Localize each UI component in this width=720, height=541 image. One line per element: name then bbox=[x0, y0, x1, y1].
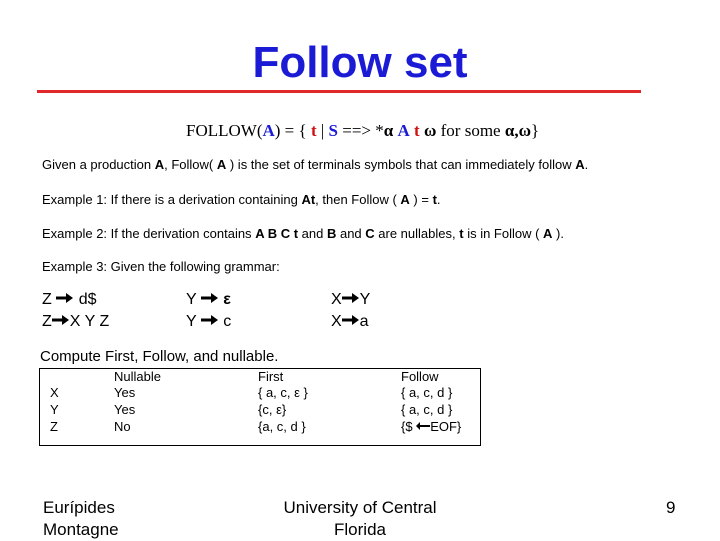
text: and bbox=[336, 226, 366, 241]
text: and bbox=[298, 226, 327, 241]
follow-formula bbox=[186, 121, 539, 141]
production-lhs: X bbox=[331, 291, 342, 308]
table-row-symbol: Z bbox=[50, 419, 58, 434]
table-cell-first: {c, ε} bbox=[258, 402, 287, 417]
example-1-line bbox=[42, 192, 441, 207]
text: ). bbox=[552, 226, 564, 241]
text: A bbox=[154, 157, 165, 172]
text: , Follow( bbox=[164, 157, 217, 172]
table-cell-follow: { a, c, d } bbox=[401, 385, 453, 400]
production-rhs: c bbox=[223, 313, 232, 330]
arrow-left-icon bbox=[416, 421, 430, 431]
text: ) is the set of terminals symbols that can immediately follow bbox=[226, 157, 576, 172]
table-cell-first: { a, c, ε } bbox=[258, 385, 308, 400]
text: is in Follow ( bbox=[463, 226, 544, 241]
table-row-symbol: X bbox=[50, 385, 59, 400]
arrow-right-icon bbox=[201, 314, 219, 326]
formula-part: } bbox=[531, 121, 540, 140]
production bbox=[186, 313, 231, 331]
production-lhs: Y bbox=[186, 313, 197, 330]
footer-university bbox=[260, 497, 460, 541]
footer-author bbox=[43, 497, 119, 541]
university-line: Florida bbox=[334, 520, 386, 539]
production bbox=[42, 313, 109, 331]
formula-alpha: α bbox=[383, 121, 394, 140]
production-lhs: Z bbox=[42, 291, 52, 308]
follow-text: {$ bbox=[401, 419, 417, 434]
text: A bbox=[543, 226, 553, 241]
production bbox=[42, 291, 96, 309]
header-follow: Follow bbox=[401, 369, 439, 384]
table-cell-nullable: Yes bbox=[114, 385, 136, 400]
text: Example 2: If the derivation contains bbox=[42, 226, 256, 241]
formula-nonterminal: A bbox=[262, 121, 275, 140]
text: are nullables, bbox=[374, 226, 460, 241]
text: ) = bbox=[409, 192, 433, 207]
text: A bbox=[400, 192, 410, 207]
text: . bbox=[436, 192, 441, 207]
table-row-symbol: Y bbox=[50, 402, 59, 417]
text: , then Follow ( bbox=[315, 192, 401, 207]
header-nullable: Nullable bbox=[114, 369, 161, 384]
text: . bbox=[584, 157, 589, 172]
production-rhs: X Y Z bbox=[69, 313, 110, 330]
header-first: First bbox=[258, 369, 284, 384]
formula-terminal: t bbox=[310, 121, 317, 140]
production-lhs: Z bbox=[42, 313, 52, 330]
formula-part: ) = { bbox=[274, 121, 311, 140]
text: At bbox=[301, 192, 316, 207]
slide-title: Follow set bbox=[252, 38, 468, 87]
arrow-right-icon bbox=[52, 314, 70, 326]
formula-part: ==> * bbox=[337, 121, 384, 140]
text: C bbox=[365, 226, 375, 241]
production-rhs: ε bbox=[223, 291, 231, 308]
text: Given a production bbox=[42, 157, 155, 172]
production bbox=[331, 313, 369, 331]
arrow-right-icon bbox=[201, 292, 219, 304]
arrow-right-icon bbox=[56, 292, 74, 304]
compute-label: Compute First, Follow, and nullable. bbox=[40, 348, 279, 365]
formula-nonterminal: A bbox=[397, 121, 410, 140]
production-rhs: a bbox=[359, 313, 369, 330]
production bbox=[186, 291, 231, 309]
text: B bbox=[326, 226, 337, 241]
arrow-right-icon bbox=[342, 292, 360, 304]
author-line: Montagne bbox=[43, 520, 119, 539]
formula-part: for some bbox=[436, 121, 505, 140]
table-cell-follow: { a, c, d } bbox=[401, 402, 453, 417]
university-line: University of Central bbox=[283, 498, 437, 517]
author-line: Eurípides bbox=[43, 498, 115, 517]
follow-text: EOF} bbox=[430, 419, 462, 434]
formula-start-symbol: S bbox=[328, 121, 338, 140]
arrow-right-icon bbox=[342, 314, 360, 326]
formula-terminal: t bbox=[414, 121, 420, 140]
example-3-line: Example 3: Given the following grammar: bbox=[42, 259, 280, 274]
formula-part: FOLLOW( bbox=[186, 121, 263, 140]
formula-comma: , bbox=[514, 121, 519, 140]
formula-omega: ω bbox=[518, 121, 532, 140]
formula-part: | bbox=[316, 121, 329, 140]
table-cell-follow bbox=[401, 419, 461, 435]
text: Example 1: If there is a derivation containing bbox=[42, 192, 302, 207]
text: A bbox=[216, 157, 227, 172]
definition-line bbox=[42, 157, 588, 172]
production-lhs: X bbox=[331, 313, 342, 330]
formula-omega: ω bbox=[423, 121, 437, 140]
production-rhs: Y bbox=[359, 291, 371, 308]
table-cell-nullable: No bbox=[114, 419, 131, 434]
table-cell-first: {a, c, d } bbox=[258, 419, 306, 434]
table-cell-nullable: Yes bbox=[114, 402, 136, 417]
text: A B C t bbox=[255, 226, 299, 241]
text: t bbox=[432, 192, 437, 207]
example-2-line bbox=[42, 226, 564, 241]
production-lhs: Y bbox=[186, 291, 197, 308]
production-rhs: d$ bbox=[78, 291, 97, 308]
formula-alpha: α bbox=[504, 121, 515, 140]
title-underline bbox=[37, 90, 641, 93]
text: A bbox=[575, 157, 585, 172]
production bbox=[331, 291, 370, 309]
text: t bbox=[459, 226, 464, 241]
page-number: 9 bbox=[666, 498, 676, 517]
